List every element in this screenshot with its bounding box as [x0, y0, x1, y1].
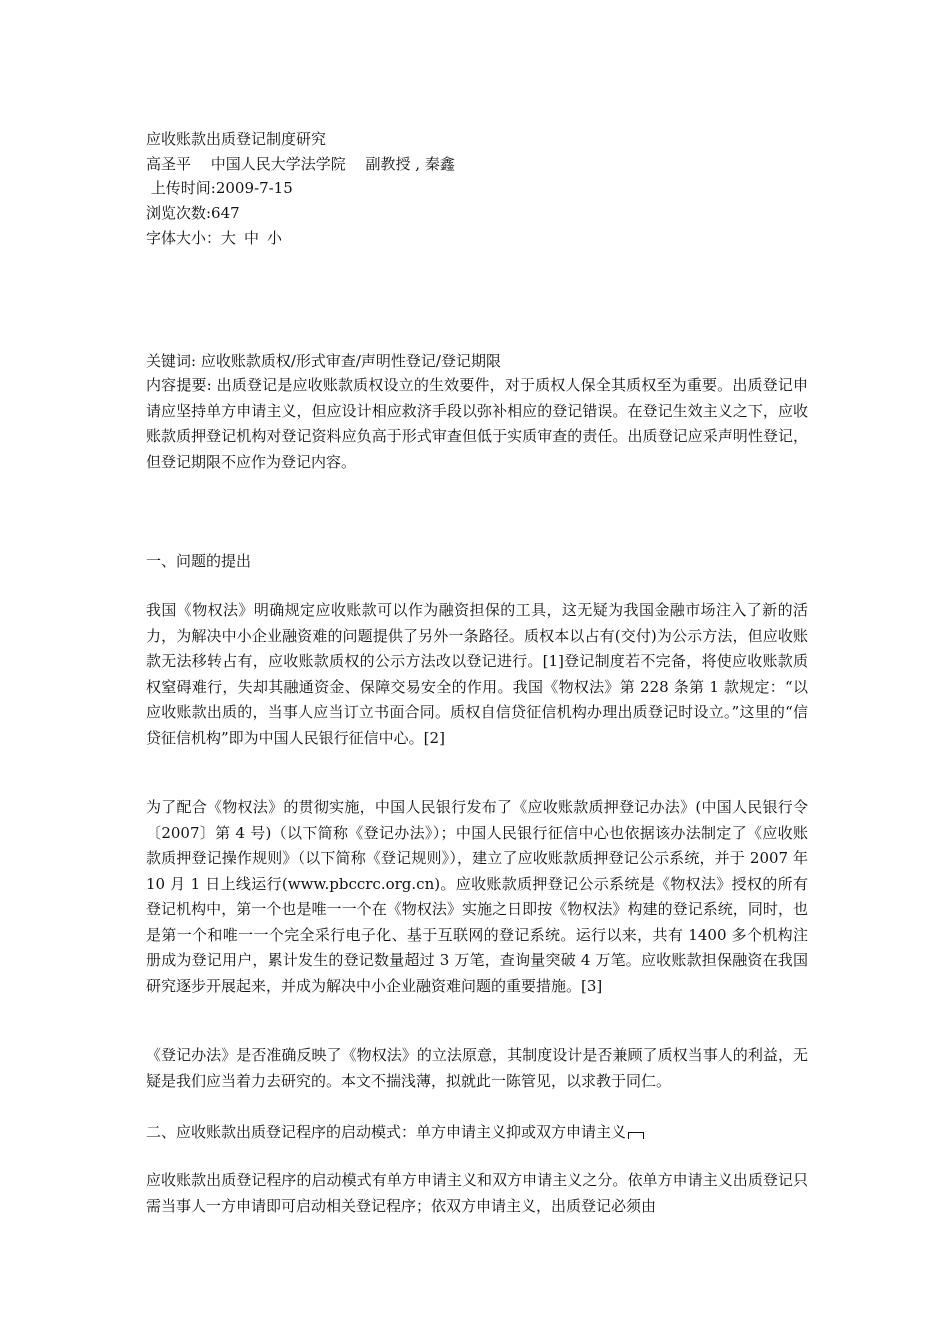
section-heading-2	[146, 1121, 644, 1143]
section1-paragraph-1: 我国《物权法》明确规定应收账款可以作为融资担保的工具，这无疑为我国金融市场注入了新的活力，为解决中小企业融资难的问题提供了另外一条路径。质权本以占有(交付)为公示方法，但应收账款无法移转占有，应收账款质权的公示方法改以登记进行。[1]登记制度若不完备，将使应收账款质权窒碍难行，失却其融通资金、保障交易安全的作用。我国《物权法》第 228 条第 1 款规定：“以应收账款出质的，当事人应当订立书面合同。质权自信贷征信机构办理出质登记时设立。”这里的“信贷征信机构”即为中国人民银行征信中心。[2]	[146, 601, 808, 747]
section1-paragraph-2: 为了配合《物权法》的贯彻实施，中国人民银行发布了《应收账款质押登记办法》(中国人民银行令〔2007〕第 4 号)（以下简称《登记办法》）；中国人民银行征信中心也依据该办法制定了《应收账款质押登记操作规则》（以下简称《登记规则》），建立了应收账款质押登记公示系统，并于 2007 年 10 月 1 日上线运行(www.pbccrc.org.cn)。应收账款质押登记公示系统是《物权法》授权的所有登记机构中，第一个也是唯一一个在《物权法》实施之日即按《物权法》构建的登记系统，同时，也是第一个和唯一一个完全采行电子化、基于互联网的登记系统。运行以来，共有 1400 多个机构注册成为登记用户，累计发生的登记数量超过 3 万笔，查询量突破 4 万笔。应收账款担保融资在我国研究逐步开展起来，并成为解决中小企业融资难问题的重要措施。[3]	[146, 798, 808, 995]
article-title: 应收账款出质登记制度研究	[146, 130, 327, 148]
abstract: 内容提要: 出质登记是应收账款质权设立的生效要件，对于质权人保全其质权至为重要。出质登记申请应坚持单方申请主义，但应设计相应救济手段以弥补相应的登记错误。在登记生效主义之下，应收账款质押登记机构对登记资料应负高于形式审查但低于实质审查的责任。出质登记应采声明性登记，但登记期限不应作为登记内容。	[146, 376, 808, 471]
author-line: 高圣平 中国人民大学法学院 副教授 , 秦鑫	[146, 155, 455, 173]
font-size-large-link[interactable]: 大	[221, 229, 237, 247]
section1-paragraph-3: 《登记办法》是否准确反映了《物权法》的立法原意，其制度设计是否兼顾了质权当事人的利益，无疑是我们应当着力去研究的。本文不揣浅薄，拟就此一陈管见，以求教于同仁。	[146, 1046, 808, 1090]
upload-time: 上传时间:2009-7-15	[146, 179, 293, 197]
view-count: 浏览次数:647	[146, 204, 240, 222]
font-size-options	[221, 229, 282, 247]
font-size-small-link[interactable]: 小	[267, 229, 283, 247]
keywords: 关键词: 应收账款质权/形式审查/声明性登记/登记期限	[146, 352, 501, 370]
section-heading-1: 一、问题的提出	[146, 552, 252, 570]
section-heading-2-text: 二、应收账款出质登记程序的启动模式：单方申请主义抑或双方申请主义	[146, 1123, 627, 1141]
text-cursor-mark	[628, 1132, 644, 1139]
font-size-medium-link[interactable]: 中	[244, 229, 260, 247]
section2-paragraph-1: 应收账款出质登记程序的启动模式有单方申请主义和双方申请主义之分。依单方申请主义出质登记只需当事人一方申请即可启动相关登记程序；依双方申请主义，出质登记必须由	[146, 1171, 808, 1215]
font-size-label: 字体大小：	[146, 229, 222, 247]
font-size-selector	[146, 227, 282, 249]
